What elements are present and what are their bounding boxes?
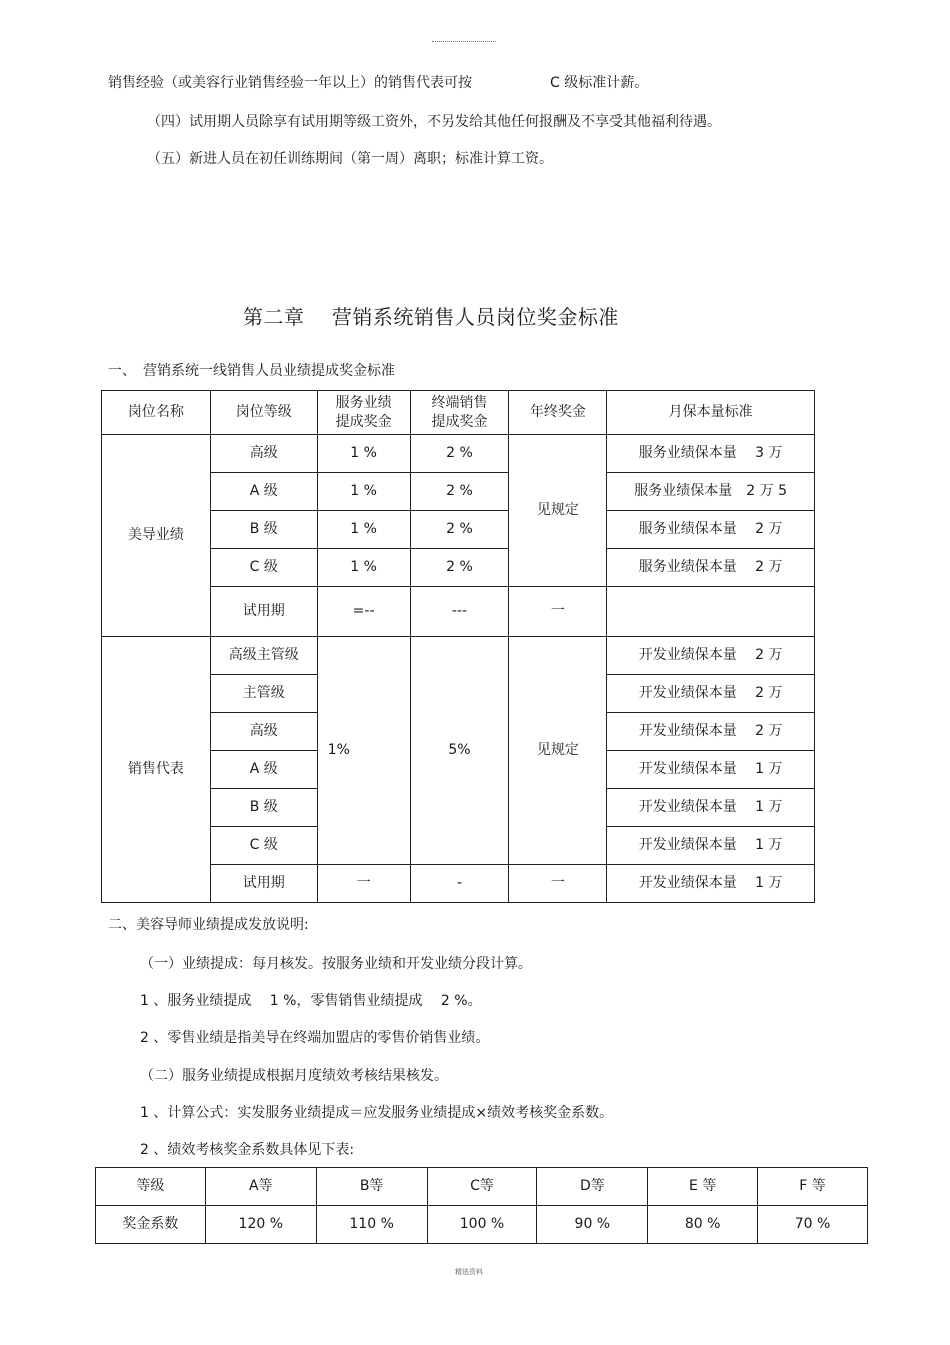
header-quota: 月保本量标准 — [607, 391, 815, 435]
group-name-beauty-guide: 美导业绩 — [102, 435, 211, 637]
quota-cell: 开发业绩保本量 2 万 — [607, 713, 815, 751]
section2-title: 二、美容导师业绩提成发放说明: — [108, 917, 309, 933]
header-terminal-bonus: 终端销售 提成奖金 — [410, 391, 509, 435]
section2-p3: 2 、零售业绩是指美导在终端加盟店的零售价销售业绩。 — [140, 1030, 490, 1046]
quota-cell — [607, 587, 815, 637]
table-row — [102, 637, 815, 675]
service-cell: 1 % — [317, 511, 410, 549]
quota-cell: 开发业绩保本量 2 万 — [607, 675, 815, 713]
header-year-end: 年终奖金 — [509, 391, 607, 435]
coefficient-cell: 100 % — [427, 1206, 537, 1244]
group-name-sales-rep: 销售代表 — [102, 637, 211, 903]
header-service-bonus: 服务业绩 提成奖金 — [317, 391, 410, 435]
coefficient-cell: 70 % — [758, 1206, 868, 1244]
sales-bonus-table — [101, 390, 815, 903]
coefficient-cell: 120 % — [205, 1206, 316, 1244]
service-cell: 一 — [317, 865, 410, 903]
grade-cell: D等 — [537, 1168, 648, 1206]
chapter-title: 第二章 营销系统销售人员岗位奖金标准 — [243, 305, 619, 329]
section2-p6: 2 、绩效考核奖金系数具体见下表: — [140, 1142, 355, 1158]
level-cell: C 级 — [210, 549, 317, 587]
level-cell: 高级 — [210, 713, 317, 751]
section2-p2: 1 、服务业绩提成 1 %，零售销售业绩提成 2 %。 — [140, 993, 482, 1009]
terminal-cell: 2 % — [410, 511, 509, 549]
level-cell: 试用期 — [210, 865, 317, 903]
terminal-cell: 2 % — [410, 549, 509, 587]
service-cell: 1 % — [317, 549, 410, 587]
terminal-cell: 2 % — [410, 473, 509, 511]
grade-cell: F 等 — [758, 1168, 868, 1206]
footer-text: 精选资料 — [455, 1268, 483, 1276]
table-header-row — [102, 391, 815, 435]
quota-cell: 开发业绩保本量 1 万 — [607, 789, 815, 827]
table-row — [96, 1206, 868, 1244]
year-end-cell: 见规定 — [509, 637, 607, 865]
service-cell: 1 % — [317, 473, 410, 511]
grade-cell: E 等 — [648, 1168, 758, 1206]
intro-line-1b: C 级标准计薪。 — [550, 75, 649, 91]
level-cell: 高级 — [210, 435, 317, 473]
section2-p1: （一）业绩提成：每月核发。按服务业绩和开发业绩分段计算。 — [140, 956, 532, 972]
table-row — [96, 1168, 868, 1206]
intro-line-2: （四）试用期人员除享有试用期等级工资外，不另发给其他任何报酬及不享受其他福利待遇。 — [147, 114, 721, 130]
terminal-cell: --- — [410, 587, 509, 637]
quota-cell: 服务业绩保本量 3 万 — [607, 435, 815, 473]
coefficient-cell: 90 % — [537, 1206, 648, 1244]
service-cell: 1 % — [317, 435, 410, 473]
quota-cell: 服务业绩保本量 2 万 — [607, 511, 815, 549]
grade-cell: B等 — [316, 1168, 427, 1206]
level-cell: B 级 — [210, 511, 317, 549]
quota-cell: 服务业绩保本量 2 万 5 — [607, 473, 815, 511]
quota-cell: 服务业绩保本量 2 万 — [607, 549, 815, 587]
header-position: 岗位名称 — [102, 391, 211, 435]
quota-cell: 开发业绩保本量 1 万 — [607, 827, 815, 865]
year-end-cell: 一 — [509, 587, 607, 637]
table-row — [102, 435, 815, 473]
level-cell: 主管级 — [210, 675, 317, 713]
section2-p4: （二）服务业绩提成根据月度绩效考核结果核发。 — [140, 1068, 448, 1084]
header-level: 岗位等级 — [210, 391, 317, 435]
terminal-cell: 5% — [410, 637, 509, 865]
section1-title: 一、 营销系统一线销售人员业绩提成奖金标准 — [108, 363, 395, 379]
service-cell: 1% — [317, 637, 410, 865]
header-dotted-line — [432, 41, 496, 42]
service-cell: =-- — [317, 587, 410, 637]
quota-cell: 开发业绩保本量 1 万 — [607, 751, 815, 789]
level-cell: B 级 — [210, 789, 317, 827]
grade-cell: A等 — [205, 1168, 316, 1206]
intro-line-1a: 销售经验（或美容行业销售经验一年以上）的销售代表可按 — [108, 75, 472, 91]
terminal-cell: - — [410, 865, 509, 903]
level-cell: C 级 — [210, 827, 317, 865]
level-cell: A 级 — [210, 473, 317, 511]
coefficient-cell: 110 % — [316, 1206, 427, 1244]
year-end-cell: 一 — [509, 865, 607, 903]
level-cell: A 级 — [210, 751, 317, 789]
terminal-cell: 2 % — [410, 435, 509, 473]
coefficient-cell: 80 % — [648, 1206, 758, 1244]
grade-row-label: 等级 — [96, 1168, 206, 1206]
coefficient-row-label: 奖金系数 — [96, 1206, 206, 1244]
grade-cell: C等 — [427, 1168, 537, 1206]
section2-p5: 1 、计算公式：实发服务业绩提成＝应发服务业绩提成×绩效考核奖金系数。 — [140, 1105, 614, 1121]
intro-line-3: （五）新进人员在初任训练期间（第一周）离职；标准计算工资。 — [147, 151, 553, 167]
level-cell: 试用期 — [210, 587, 317, 637]
quota-cell: 开发业绩保本量 2 万 — [607, 637, 815, 675]
level-cell: 高级主管级 — [210, 637, 317, 675]
coefficient-table — [95, 1167, 868, 1244]
quota-cell: 开发业绩保本量 1 万 — [607, 865, 815, 903]
year-end-cell: 见规定 — [509, 435, 607, 587]
